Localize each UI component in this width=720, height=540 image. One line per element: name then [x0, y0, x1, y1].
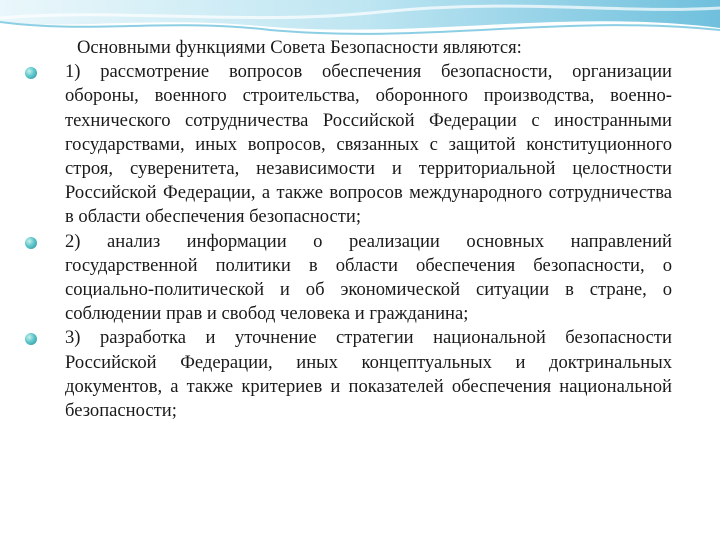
intro-text: Основными функциями Совета Безопасности являются: — [77, 37, 522, 58]
list-item — [22, 326, 672, 423]
bullet-icon — [25, 237, 37, 249]
bullet-icon — [25, 333, 37, 345]
list-item — [22, 230, 672, 327]
list-item-text: 3) разработка и уточнение стратегии национальной безопасности Российской Федерации, иных концептуальных и доктринальных документов, а также критериев и показателей обеспечения национальной безопасности; — [65, 327, 672, 422]
list-item — [22, 60, 672, 229]
slide-body — [22, 36, 672, 423]
bullet-icon — [25, 67, 37, 79]
list-item-text: 2) анализ информации о реализации основных направлений государственной политики в области обеспечения безопасности, о социально-политической и об экономической ситуации в стране, о соблюдении прав и свобод человека и гражданина; — [65, 230, 672, 325]
list-item-text: 1) рассмотрение вопросов обеспечения безопасности, организации обороны, военного строительства, оборонного производства, военно-технического сотрудничества Российской Федерации с иностранными государствами, иных вопросов, связанных с защитой конституционного строя, суверенитета, независимости и территориальной целостности Российской Федерации, а также вопросов международного сотрудничества в области обеспечения безопасности; — [65, 61, 672, 228]
